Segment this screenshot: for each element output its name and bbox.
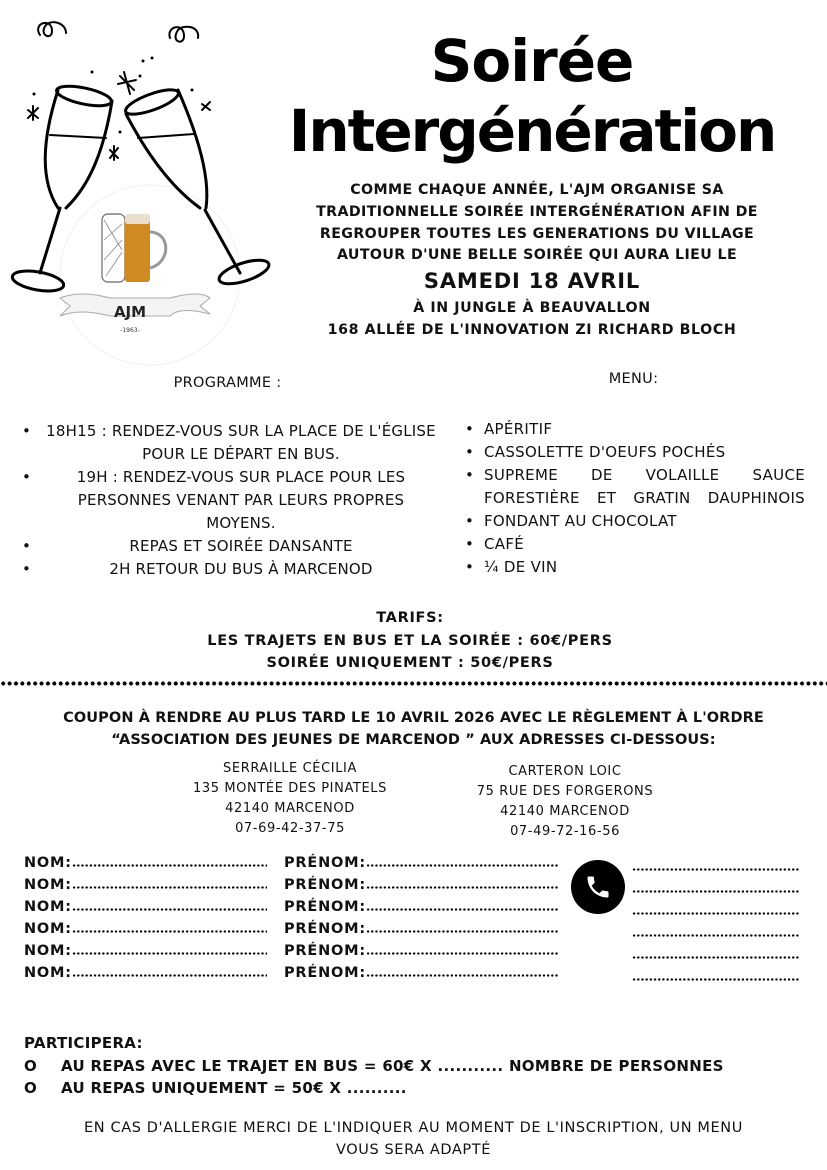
intro-line: COMME CHAQUE ANNÉE, L'AJM ORGANISE SA bbox=[350, 182, 724, 198]
list-item: • CASSOLETTE D'OEUFS POCHÉS bbox=[465, 441, 805, 464]
form-row bbox=[24, 899, 814, 921]
prenom-field[interactable]: PRÉNOM: bbox=[284, 921, 559, 937]
contact-street: 135 MONTÉE DES PINATELS bbox=[193, 781, 387, 796]
contact-city: 42140 MARCENOD bbox=[225, 801, 355, 816]
bullet-icon: • bbox=[465, 558, 475, 576]
bullet-icon: • bbox=[22, 560, 32, 578]
list-item: • 18H15 : RENDEZ-VOUS SUR LA PLACE DE L'ÉGLISE POUR LE DÉPART EN BUS. bbox=[22, 422, 436, 463]
checkbox-circle-icon[interactable]: O bbox=[24, 1079, 38, 1097]
form-row bbox=[24, 855, 814, 877]
allergy-note: EN CAS D'ALLERGIE MERCI DE L'INDIQUER AU MOMENT DE L'INSCRIPTION, UN MENU VOUS SERA ADAPTÉ bbox=[84, 1120, 743, 1158]
pricing-bus: LES TRAJETS EN BUS ET LA SOIRÉE : 60€/PERS bbox=[207, 632, 613, 649]
form-row bbox=[24, 965, 814, 987]
intro-text bbox=[282, 180, 792, 267]
contact-address-1 bbox=[160, 759, 420, 839]
form-row bbox=[24, 943, 814, 965]
option-bus-meal[interactable]: O AU REPAS AVEC LE TRAJET EN BUS = 60€ X ........... NOMBRE DE PERSONNES bbox=[24, 1055, 814, 1078]
programme-list bbox=[18, 420, 438, 581]
menu-list bbox=[465, 418, 805, 579]
intro-line: AUTOUR D'UNE BELLE SOIRÉE QUI AURA LIEU LE bbox=[336, 247, 738, 264]
phone-field[interactable] bbox=[632, 868, 800, 871]
menu-heading: MENU: bbox=[608, 371, 659, 387]
event-venue bbox=[282, 297, 782, 341]
prenom-field[interactable]: PRÉNOM: bbox=[284, 877, 559, 893]
prenom-field[interactable]: PRÉNOM: bbox=[284, 855, 559, 871]
bullet-icon: • bbox=[22, 422, 32, 440]
bullet-icon: • bbox=[465, 466, 475, 484]
bullet-icon: • bbox=[465, 420, 475, 438]
nom-field[interactable]: NOM: bbox=[24, 965, 267, 981]
phone-field[interactable] bbox=[632, 912, 800, 915]
champagne-glasses-icon bbox=[0, 20, 290, 370]
prenom-field[interactable]: PRÉNOM: bbox=[284, 965, 559, 981]
event-title-line2: Intergénération bbox=[288, 97, 776, 165]
pricing-heading: TARIFS: bbox=[376, 610, 444, 626]
list-item: • REPAS ET SOIRÉE DANSANTE bbox=[18, 535, 438, 558]
phone-field[interactable] bbox=[632, 978, 800, 981]
bullet-icon: • bbox=[22, 537, 32, 555]
pricing-section bbox=[150, 607, 670, 675]
bullet-icon: • bbox=[465, 512, 475, 530]
svg-text:-1963-: -1963- bbox=[120, 327, 140, 334]
registration-form bbox=[24, 855, 814, 987]
phone-field[interactable] bbox=[632, 934, 800, 937]
phone-icon bbox=[571, 860, 625, 914]
bullet-icon: • bbox=[22, 468, 32, 486]
event-title-line1: Soirée bbox=[430, 27, 634, 95]
bullet-icon: • bbox=[465, 443, 475, 461]
contact-name: CARTERON LOIC bbox=[508, 764, 622, 779]
svg-text:AJM: AJM bbox=[113, 303, 147, 321]
option-meal-only[interactable]: O AU REPAS UNIQUEMENT = 50€ X .......... bbox=[24, 1077, 814, 1100]
contact-name: SERRAILLE CÉCILIA bbox=[223, 761, 357, 776]
participation-heading: PARTICIPERA: bbox=[24, 1034, 143, 1052]
form-row bbox=[24, 921, 814, 943]
nom-field[interactable]: NOM: bbox=[24, 921, 267, 937]
contact-phone: 07-49-72-16-56 bbox=[510, 824, 620, 839]
list-item: • CAFÉ bbox=[465, 533, 805, 556]
nom-field[interactable]: NOM: bbox=[24, 855, 267, 871]
phone-field[interactable] bbox=[632, 956, 800, 959]
ajm-logo-illustration bbox=[0, 20, 290, 370]
prenom-field[interactable]: PRÉNOM: bbox=[284, 899, 559, 915]
list-item: • APÉRITIF bbox=[465, 418, 805, 441]
event-date: SAMEDI 18 AVRIL bbox=[423, 269, 641, 293]
list-item: • 19H : RENDEZ-VOUS SUR PLACE POUR LES PERSONNES VENANT PAR LEURS PROPRES MOYENS. bbox=[22, 468, 406, 532]
list-item: • SUPREME DE VOLAILLE SAUCE FORESTIÈRE ET GRATIN DAUPHINOIS bbox=[465, 466, 805, 507]
bullet-icon: • bbox=[465, 535, 475, 553]
cut-line-divider bbox=[0, 681, 827, 686]
list-item: • 2H RETOUR DU BUS À MARCENOD bbox=[18, 558, 438, 581]
list-item: • FONDANT AU CHOCOLAT bbox=[465, 510, 805, 533]
nom-field[interactable]: NOM: bbox=[24, 899, 267, 915]
programme-heading: PROGRAMME : bbox=[173, 375, 282, 391]
contact-phone: 07-69-42-37-75 bbox=[235, 821, 345, 836]
contact-address-2 bbox=[440, 762, 690, 842]
intro-line: TRADITIONNELLE SOIRÉE INTERGÉNÉRATION AFIN DE bbox=[316, 203, 758, 220]
contact-street: 75 RUE DES FORGERONS bbox=[476, 784, 654, 799]
nom-field[interactable]: NOM: bbox=[24, 943, 267, 959]
prenom-field[interactable]: PRÉNOM: bbox=[284, 943, 559, 959]
venue-address: 168 ALLÉE DE L'INNOVATION ZI RICHARD BLOCH bbox=[327, 322, 737, 338]
pricing-evening-only: SOIRÉE UNIQUEMENT : 50€/PERS bbox=[266, 655, 554, 671]
checkbox-circle-icon[interactable]: O bbox=[24, 1056, 38, 1075]
venue-name: À IN JUNGLE À BEAUVALLON bbox=[413, 300, 651, 316]
participation-section bbox=[24, 1032, 814, 1100]
contact-city: 42140 MARCENOD bbox=[500, 804, 630, 819]
phone-field[interactable] bbox=[632, 890, 800, 893]
list-item: • ¼ DE VIN bbox=[465, 556, 805, 579]
coupon-instructions: COUPON À RENDRE AU PLUS TARD LE 10 AVRIL 2026 AVEC LE RÈGLEMENT À L'ORDRE “ASSOCIATION DES JEUNES DE MARCENOD ” AUX ADRESSES CI-DESSOUS: bbox=[63, 710, 764, 748]
nom-field[interactable]: NOM: bbox=[24, 877, 267, 893]
form-row bbox=[24, 877, 814, 899]
intro-line: REGROUPER TOUTES LES GENERATIONS DU VILLAGE bbox=[319, 225, 755, 242]
